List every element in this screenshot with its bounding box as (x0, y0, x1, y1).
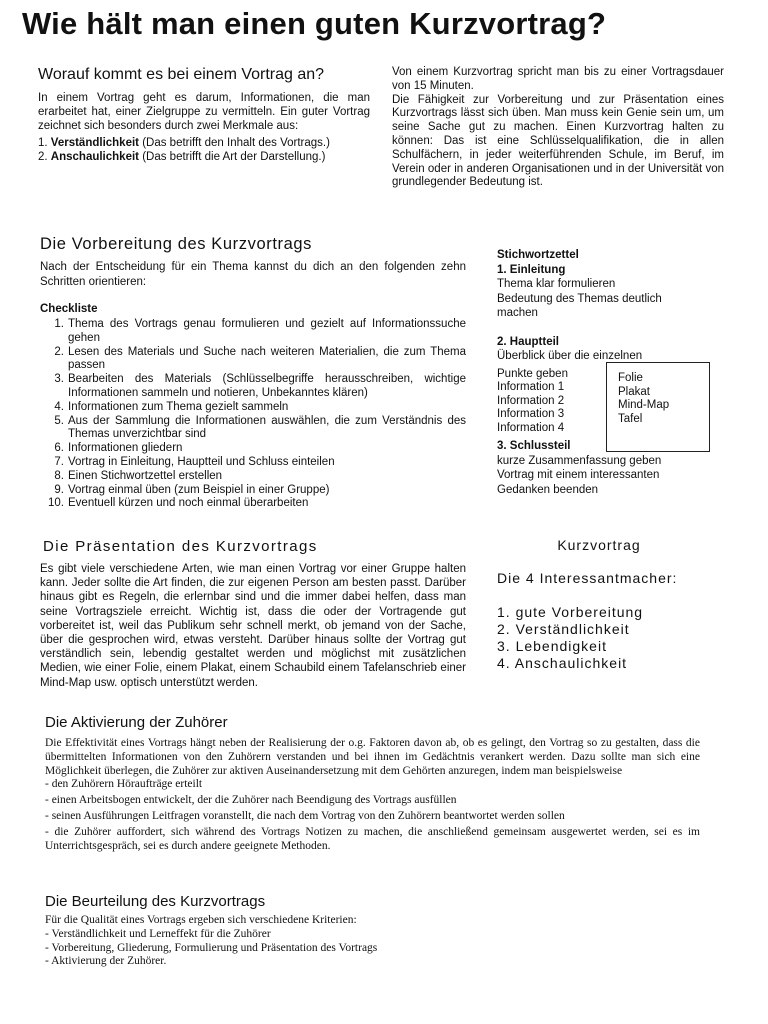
right-paragraph-1: Von einem Kurzvortrag spricht man bis zu einer Vortragsdauer von 15 Minuten. (392, 66, 724, 92)
checklist-step-text: Aus der Sammlung die Informationen auswählen, die zum Verständnis des Themas unverzichtbar sind (68, 414, 466, 441)
merkmal-2 (38, 151, 370, 165)
einleitung-line: machen (497, 307, 538, 319)
schluss-line: Vortrag mit einem interessanten (497, 469, 660, 481)
checklist-step-number: 4. (54, 400, 64, 413)
schluss-title: 3. Schlussteil (497, 440, 571, 452)
checklist-step-text: Lesen des Materials und Suche nach weiteren Materialien, die zum Thema passen (68, 345, 466, 372)
aktivierung-item: - die Zuhörer auffordert, sich während des Vortrags Notizen zu machen, die anschließend gemeinsam ausgewertet werden, sei es im Unterrichtsgespräch, sei es durch andere geeignete Methoden. (45, 825, 700, 852)
right-paragraph-2: Die Fähigkeit zur Vorbereitung und zur Präsentation eines Kurzvortrags lässt sich üben. Man muss kein Genie sein um, um seine Sache gut zu machen. Einen Kurzvortrag halten zu können: Das ist eine Schlüsselqualifikation, die in allen Schulfächern, in jeder weiterführenden Schule, im Beruf, im Verein oder in anderen Organisationen und in der Universität von grundlegender Bedeutung ist. (392, 93, 724, 189)
checklist-step-number: 9. (54, 483, 64, 496)
checklist-step-number: 8. (54, 469, 64, 482)
medium-item: Plakat (618, 385, 650, 398)
checklist-step-text: Informationen zum Thema gezielt sammeln (68, 400, 289, 413)
beurteilung-heading: Die Beurteilung des Kurzvortrags (45, 893, 266, 910)
merkmal-1 (38, 137, 370, 151)
checklist-step-number: 6. (54, 442, 64, 455)
aktivierung-item: - seinen Ausführungen Leitfragen voranstellt, die nach dem Vortrag von den Zuhörern beantwortet werden sollen (45, 809, 565, 822)
einleitung-title: 1. Einleitung (497, 263, 566, 276)
schluss-line: kurze Zusammenfassung geben (497, 454, 662, 467)
checklist-step (40, 484, 466, 498)
information-item: Information 1 (497, 381, 565, 393)
checklist-step (40, 456, 466, 470)
beurteilung-item: - Verständlichkeit und Lerneffekt für die Zuhörer (45, 927, 271, 940)
medium-item: Folie (618, 372, 643, 384)
hauptteil-line: Punkte geben (497, 367, 568, 380)
checklist-step-number: 3. (54, 373, 64, 386)
checklist-step (40, 442, 466, 456)
intro-right-block (392, 66, 724, 190)
hauptteil-title: 2. Hauptteil (497, 335, 559, 348)
merkmal-1-bold: Verständlichkeit (50, 137, 140, 150)
interessantmacher-item: 3. Lebendigkeit (497, 638, 607, 654)
merkmal-2-num: 2. (38, 151, 48, 164)
aktivierung-block (45, 737, 700, 853)
checklist-step (40, 373, 466, 401)
checklist-step-text: Vortrag einmal üben (zum Beispiel in einer Gruppe) (68, 483, 330, 496)
interessantmacher-item: 2. Verständlichkeit (497, 621, 630, 637)
aktivierung-heading: Die Aktivierung der Zuhörer (45, 714, 228, 731)
checklist-step (40, 318, 466, 346)
intro-heading: Worauf kommt es bei einem Vortrag an? (38, 66, 325, 83)
intro-left-block (38, 92, 370, 165)
checklist-step (40, 497, 466, 511)
checklist-step-number: 1. (54, 318, 64, 330)
checklist (40, 318, 466, 511)
intro-paragraph: In einem Vortrag geht es darum, Informationen, die man erarbeitet hat, einer Zielgruppe zu vermitteln. Ein guter Vortrag zeichnet sich besonders durch zwei Merkmale aus: (38, 92, 370, 132)
checklist-step (40, 346, 466, 374)
aktivierung-paragraph: Die Effektivität eines Vortrags hängt neben der Realisierung der o.g. Faktoren davon ab, ob es gelingt, den Vortrag so zu gestalten, dass die übermittelten Informationen von den Zuhörern verstanden und bei ihnen im Gedächtnis verankert werden. Dazu sollte man sich eine Möglichkeit überlegen, die Zuhörer zur aktiven Auseinandersetzung mit dem Gehörten anzuregen, indem man beispielsweise (45, 737, 700, 777)
einleitung-line: Bedeutung des Themas deutlich (497, 292, 662, 305)
medium-item: Tafel (618, 412, 643, 425)
checklist-title: Checkliste (40, 303, 98, 315)
interessantmacher-item: 4. Anschaulichkeit (497, 655, 628, 671)
checklist-step-number: 7. (54, 455, 64, 468)
aktivierung-item: - einen Arbeitsbogen entwickelt, der die Zuhörer nach Beendigung des Vortrags ausfüllen (45, 794, 457, 807)
checklist-step (40, 470, 466, 484)
praesentation-heading: Die Präsentation des Kurzvortrags (43, 538, 318, 555)
kurzvortrag-subtitle: Die 4 Interessantmacher: (497, 570, 678, 586)
beurteilung-item: - Aktivierung der Zuhörer. (45, 955, 167, 968)
interessantmacher-item: 1. gute Vorbereitung (497, 604, 644, 620)
praesentation-paragraph: Es gibt viele verschiedene Arten, wie man einen Vortrag vor einer Gruppe halten kann. Jeder sollte die Art finden, die zur eigenen Person am besten passt. Darüber hinaus gibt es Regeln, die erlernbar sind und die immer dabei helfen, dass man seine Vortragsziele erreicht. Wichtig ist, dass die oder der Vortragende gut vorbereitet ist, weil das Publikum sehr schnell merkt, ob jemand von der Sache, über die gesprochen wird, etwas versteht. Darüber hinaus sollte der Vortrag gut verständlich sein, lebendig gestaltet werden und möglichst mit zusätzlichen Medien, wie einer Folie, einem Plakat, einem Schaubild einem Tafelanschrieb einer Mind-Map usw. optisch unterstützt werden. (40, 563, 466, 689)
checklist-step (40, 401, 466, 415)
checklist-step-text: Eventuell kürzen und noch einmal überarbeiten (68, 497, 309, 510)
checklist-step-text: Bearbeiten des Materials (Schlüsselbegriffe herausschreiben, wichtige Informationen sammeln und notieren, Unbekanntes klären) (68, 373, 466, 399)
einleitung-line: Thema klar formulieren (497, 278, 616, 290)
stichwortzettel-title: Stichwortzettel (497, 249, 579, 261)
vorbereitung-heading: Die Vorbereitung des Kurzvortrags (40, 235, 313, 253)
information-item: Information 4 (497, 421, 565, 434)
merkmal-1-num: 1. (38, 137, 48, 150)
merkmal-2-rest: (Das betrifft die Art der Darstellung.) (139, 151, 326, 164)
information-item: Information 2 (497, 394, 565, 407)
merkmal-1-rest: (Das betrifft den Inhalt des Vortrags.) (139, 137, 330, 150)
medium-item: Mind-Map (618, 399, 670, 411)
beurteilung-item: - Vorbereitung, Gliederung, Formulierung und Präsentation des Vortrags (45, 941, 378, 954)
hauptteil-line: Überblick über die einzelnen (497, 350, 643, 362)
checklist-step-number: 5. (54, 414, 64, 427)
beurteilung-block (45, 914, 700, 969)
information-item: Information 3 (497, 408, 565, 420)
merkmal-2-bold: Anschaulichkeit (50, 151, 139, 164)
beurteilung-intro: Für die Qualität eines Vortrags ergeben sich verschiedene Kriterien: (45, 914, 357, 926)
checklist-step (40, 415, 466, 443)
kurzvortrag-title: Kurzvortrag (557, 537, 641, 553)
schluss-line: Gedanken beenden (497, 483, 599, 496)
checklist-step-text: Thema des Vortrags genau formulieren und gezielt auf Informationssuche gehen (68, 318, 466, 344)
page-title: Wie hält man einen guten Kurzvortrag? (22, 6, 607, 41)
checklist-step-number: 2. (54, 345, 64, 358)
checklist-step-text: Informationen gliedern (68, 442, 183, 455)
checklist-step-text: Vortrag in Einleitung, Hauptteil und Schluss einteilen (68, 455, 335, 468)
medien-box (606, 362, 710, 452)
checklist-step-text: Einen Stichwortzettel erstellen (68, 469, 223, 482)
checklist-step-number: 10. (48, 497, 64, 510)
aktivierung-item: - den Zuhörern Höraufträge erteilt (45, 778, 203, 791)
vorbereitung-intro: Nach der Entscheidung für ein Thema kannst du dich an den folgenden zehn Schritten orientieren: (40, 261, 466, 288)
kurzvortrag-box (497, 537, 717, 672)
